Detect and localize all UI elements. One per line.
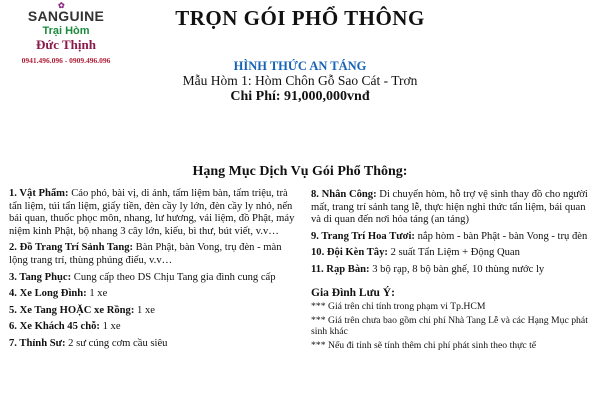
- form-label: HÌNH THỨC AN TÁNG: [233, 59, 367, 73]
- service-item-text: 1 xe: [86, 288, 108, 300]
- service-item-label: 1. Vật Phẩm:: [9, 188, 69, 199]
- service-item-text: Bàn Phật, bàn Vong, trụ đèn - màn lộng trang trí, thùng phúng điếu, v.v…: [9, 242, 282, 266]
- service-list-right: [311, 189, 596, 354]
- service-item-label: 2. Đồ Trang Trí Sảnh Tang:: [9, 242, 134, 254]
- coffin-model: Mẫu Hòm 1: Hòm Chôn Gỗ Sao Cát - Trơn: [182, 73, 418, 88]
- service-item: [311, 231, 596, 244]
- section-heading: Hạng Mục Dịch Vụ Gói Phổ Thông:: [192, 164, 408, 179]
- service-item-label: 5. Xe Tang HOẶC xe Rồng:: [9, 304, 135, 316]
- company-logo: [6, 1, 126, 65]
- service-item-text: 2 sư cúng cơm cầu siêu: [65, 337, 168, 349]
- service-item-label: 4. Xe Long Đình:: [9, 288, 87, 300]
- service-item-text: 3 bộ rạp, 8 bộ bàn ghế, 10 thùng nước ly: [369, 263, 545, 275]
- service-item-text: 1 xe: [99, 321, 121, 333]
- service-item-label: 10. Đội Kèn Tây:: [311, 247, 388, 259]
- package-price: Chi Phí: 91,000,000vnđ: [230, 89, 370, 104]
- service-item-text: 2 suất Tẩn Liệm + Động Quan: [387, 247, 520, 259]
- logo-brand-text: SANGUINE: [27, 8, 105, 24]
- note-item: *** Giá trên chỉ tính trong phạm vi Tp.HCM: [311, 301, 486, 313]
- service-item: [9, 321, 299, 334]
- service-item-label: 7. Thỉnh Sư:: [9, 337, 66, 349]
- service-item: [9, 305, 299, 318]
- notes-title: Gia Đình Lưu Ý:: [311, 286, 395, 299]
- service-item-text: Di chuyển hòm, hỗ trợ vệ sinh thay đồ cho người mất, trang trí sảnh tang lễ, thực hiện nghi thức tẩn liệm, bái quan và di quan đến nơi hỏa táng (an táng): [311, 189, 588, 226]
- logo-brand: [6, 1, 126, 24]
- service-item-text: Cáo phó, bài vị, di ảnh, tấm liệm bàn, tấm triệu, trà tẩn liệm, túi tẩn liệm, giấy tiền, đèn cầy ly lớn, đèn cầy ly nhỏ, nến bái quan, thuốc phọc môn, nhang, lư hương, vải liệm, đồ Phật, máy niệm kinh Phật, bộ nhang 3 cây lớn, kiếu, bì thư, bút viết, v.v…: [9, 188, 295, 237]
- service-item-text: nắp hòm - bàn Phật - bàn Vong - trụ đèn: [414, 230, 588, 242]
- service-item: [9, 288, 299, 301]
- service-item: [9, 272, 299, 285]
- service-item-label: 6. Xe Khách 45 chỗ:: [9, 321, 100, 333]
- service-list-left: [9, 188, 299, 355]
- logo-phones: 0941.496.096 - 0909.496.096: [21, 56, 111, 65]
- service-item: [9, 242, 299, 267]
- lotus-icon: ✿: [58, 1, 66, 10]
- service-item: [311, 247, 596, 260]
- service-item: [311, 264, 596, 277]
- note-item: *** Giá trên chưa bao gồm chi phí Nhà Tang Lễ và các Hạng Mục phát sinh khác: [311, 314, 588, 338]
- service-item-label: 9. Trang Trí Hoa Tươi:: [311, 230, 415, 242]
- service-item: [311, 189, 596, 227]
- service-item: [9, 188, 299, 238]
- logo-subtitle: Trại Hòm: [42, 25, 90, 37]
- service-item-label: 8. Nhân Công:: [311, 189, 377, 200]
- service-item-text: 1 xe: [134, 304, 155, 316]
- service-item: [9, 338, 299, 351]
- logo-name: Đức Thịnh: [36, 37, 96, 52]
- note-item: *** Nếu đi tỉnh sẽ tính thêm chi phí phát sinh theo thực tế: [311, 339, 537, 351]
- service-item-label: 3. Tang Phục:: [9, 271, 72, 283]
- service-item-label: 11. Rạp Bàn:: [311, 263, 370, 275]
- service-item-text: Cung cấp theo DS Chịu Tang gia đình cung cấp: [71, 271, 276, 283]
- page-title: TRỌN GÓI PHỔ THÔNG: [175, 6, 425, 30]
